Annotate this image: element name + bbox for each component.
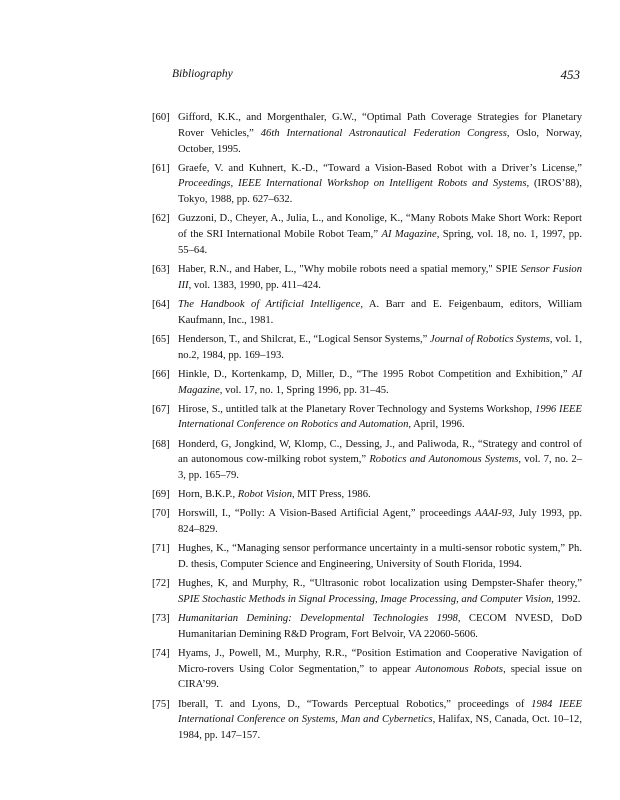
reference-entry [152,437,582,484]
reference-entry [152,611,582,643]
reference-title-italic: 1984 IEEE International Conference on Systems, Man and Cybernetics [178,698,582,726]
reference-number: [62] [152,213,170,225]
reference-entry [152,541,582,573]
reference-title-italic: Journal of Robotics Systems [430,333,550,345]
reference-entry [152,110,582,157]
reference-number: [69] [152,489,170,501]
reference-number: [66] [152,368,170,380]
reference-text: , special issue on CIRA’99. [178,663,583,691]
reference-number: [60] [152,112,170,123]
reference-text: Hughes, K, and Murphy, R., “Ultrasonic robot localization using Dempster-Shafer theory,” [178,578,582,590]
reference-text: , vol. 1, no.2, 1984, pp. 169–193. [178,333,582,361]
reference-text: , Halifax, NS, Canada, Oct. 10–12, 1984, pp. 147–157. [178,714,582,742]
reference-entry [152,367,582,399]
reference-number: [64] [152,298,170,310]
reference-title-italic: Robotics and Autonomous Systems [369,454,519,466]
reference-title-italic: AI Magazine [381,229,437,241]
reference-title-italic: Autonomous Robots [415,663,504,675]
reference-number: [63] [152,264,170,276]
reference-text: Guzzoni, D., Cheyer, A., Julia, L., and Konolige, K., “Many Robots Make Short Work: Report of the SRI International Mobile Robot Team,” [178,213,582,241]
reference-text: , CECOM NVESD, DoD Humanitarian Demining R&D Program, Fort Belvoir, VA 22060-5606. [178,612,582,640]
reference-text: , Spring, vol. 18, no. 1, 1997, pp. 55–64. [178,229,582,256]
page-number: 453 [560,67,580,82]
reference-title-italic: AAAI-93 [475,508,513,520]
reference-number: [65] [152,333,170,345]
reference-text: , vol. 1383, 1990, pp. 411–424. [188,279,321,291]
reference-entry [152,332,582,364]
reference-text: Hyams, J., Powell, M., Murphy, R.R., “Position Estimation and Cooperative Navigation of Micro-rovers Using Color Segmentation,” to appear [178,647,582,675]
reference-entry [152,646,582,693]
reference-entry [152,211,582,258]
reference-text: Gifford, K.K., and Morgenthaler, G.W., “Optimal Path Coverage Strategies for Planetary Rover Vehicles,” [178,112,582,139]
reference-number: [75] [152,698,170,710]
reference-text: , MIT Press, 1986. [292,489,371,501]
reference-number: [72] [152,578,170,590]
reference-text: Graefe, V. and Kuhnert, K.-D., “Toward a Vision-Based Robot with a Driver’s License,” [178,162,582,174]
reference-entry [152,506,582,538]
reference-text: Honderd, G, Jongkind, W, Klomp, C., Dessing, J., and Paliwoda, R., “Strategy and control of an autonomous cow-milking robot system,” [178,438,582,466]
reference-text: Horswill, I., “Polly: A Vision-Based Artificial Agent,” proceedings [178,508,476,520]
reference-text: , Oslo, Norway, October, 1995. [178,127,582,155]
reference-text: Hirose, S., untitled talk at the Planetary Rover Technology and Systems Workshop, [178,403,536,415]
reference-number: [68] [152,438,170,450]
reference-entry [152,487,582,503]
reference-text: (IROS’88), Tokyo, 1988, pp. 627–632. [178,178,582,206]
reference-number: [67] [152,403,170,415]
reference-text: Hinkle, D., Kortenkamp, D, Miller, D., “The 1995 Robot Competition and Exhibition,” [178,368,572,380]
reference-text: , April, 1996. [408,419,465,431]
reference-text: Horn, B.K.P., [178,489,238,501]
reference-number: [73] [152,612,170,624]
reference-title-italic: 1996 IEEE International Conference on Robotics and Automation [178,403,582,431]
reference-entry [152,697,582,744]
reference-text: Iberall, T. and Lyons, D., “Towards Perceptual Robotics,” proceedings of [178,698,532,710]
reference-title-italic: AI Magazine [178,368,582,396]
reference-number: [74] [152,647,170,659]
reference-text: , vol. 7, no. 2–3, pp. 165–79. [178,454,582,482]
running-header [172,68,580,88]
reference-title-italic: Humanitarian Demining: Developmental Technologies 1998 [178,612,458,624]
reference-entry [152,262,582,294]
reference-text: Henderson, T., and Shilcrat, E., “Logical Sensor Systems,” [178,333,430,345]
reference-title-italic: Proceedings, IEEE International Workshop on Intelligent Robots and Systems, [178,178,530,190]
reference-text: Haber, R.N., and Haber, L., "Why mobile robots need a spatial memory," SPIE [178,264,521,276]
section-title: Bibliography [172,68,233,80]
reference-text: , vol. 17, no. 1, Spring 1996, pp. 31–45. [219,384,389,396]
reference-entry [152,402,582,434]
reference-text: , 1992. [551,593,581,605]
reference-title-italic: Sensor Fusion III [178,264,582,291]
reference-title-italic: 46th International Astronautical Federation Congress [260,127,507,139]
reference-text: , July 1993, pp. 824–829. [178,508,582,536]
reference-title-italic: Robot Vision [237,489,292,501]
reference-entry [152,576,582,608]
reference-entry [152,297,582,329]
reference-text: Hughes, K., “Managing sensor performance uncertainty in a multi-sensor robotic system,” Ph. D. thesis, Computer Science and Engineering, University of South Florida, 1994. [178,543,582,570]
reference-number: [70] [152,508,170,520]
reference-title-italic: SPIE Stochastic Methods in Signal Processing, Image Processing, and Computer Vision [178,593,552,605]
reference-text: , A. Barr and E. Feigenbaum, editors, William Kaufmann, Inc., 1981. [178,298,582,326]
reference-number: [61] [152,162,170,174]
reference-title-italic: The Handbook of Artificial Intelligence [178,298,361,310]
reference-number: [71] [152,543,170,555]
reference-entry [152,161,582,208]
reference-list [152,110,582,747]
